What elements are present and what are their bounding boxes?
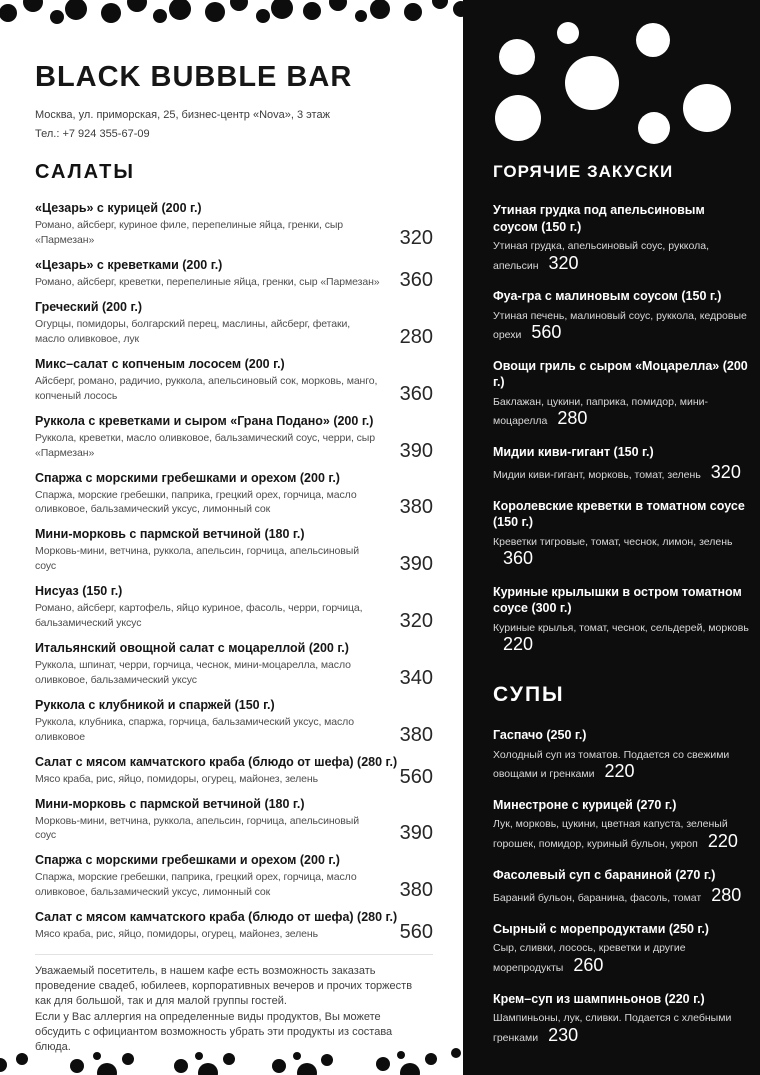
menu-item-name: Мини-морковь с пармской ветчиной (180 г.) xyxy=(35,796,305,811)
menu-item-name: Сырный с морепродуктами (250 г.) xyxy=(493,921,709,936)
salads-list xyxy=(35,200,433,942)
menu-item-description: Мясо краба, рис, яйцо, помидоры, огурец, майонез, зелень xyxy=(35,928,318,941)
soups-list xyxy=(493,727,750,1046)
menu-item-price: 360 xyxy=(399,382,433,405)
menu-item xyxy=(35,909,433,942)
menu-item xyxy=(35,413,433,461)
menu-item-name: Крем–суп из шампиньонов (220 г.) xyxy=(493,991,705,1006)
menu-item-price: 340 xyxy=(399,666,433,689)
menu-item-price: 220 xyxy=(604,761,635,782)
menu-item-ingredients: Баклажан, цукини, паприка, помидор, мини-моцарелла xyxy=(493,395,709,428)
menu-item-description xyxy=(493,395,750,431)
menu-item xyxy=(493,358,750,430)
menu-item-price: 260 xyxy=(573,954,604,975)
menu-item-price: 320 xyxy=(399,227,433,250)
bottom-dots-pattern xyxy=(0,1045,463,1075)
menu-item-description: Романо, айсберг, креветки, перепелиные яйца, гренки, сыр «Пармезан» xyxy=(35,276,380,289)
menu-item-name: Фасолевый суп с бараниной (270 г.) xyxy=(493,867,716,882)
right-column xyxy=(463,0,760,1075)
menu-item xyxy=(493,921,750,977)
menu-item xyxy=(35,640,433,688)
menu-item xyxy=(35,796,433,844)
menu-item xyxy=(493,444,750,484)
menu-item xyxy=(35,526,433,574)
menu-item xyxy=(35,697,433,745)
menu-item-price: 560 xyxy=(399,921,433,944)
menu-item-price: 390 xyxy=(399,553,433,576)
menu-item-ingredients: Холодный суп из томатов. Подается со свежими овощами и гренками xyxy=(493,748,730,781)
menu-item-price: 360 xyxy=(503,548,534,569)
menu-item-description xyxy=(493,239,750,275)
menu-item-ingredients: Куриные крылья, томат, чеснок, сельдерей, морковь xyxy=(493,621,749,634)
menu-item xyxy=(493,584,750,656)
menu-item-description: Морковь-мини, ветчина, руккола, апельсин, горчица, апельсиновый соус xyxy=(35,545,359,573)
menu-item-description xyxy=(493,464,750,484)
menu-item-description: Морковь-мини, ветчина, руккола, апельсин, горчица, апельсиновый соус xyxy=(35,814,359,842)
menu-item xyxy=(35,299,433,347)
menu-item-description: Спаржа, морские гребешки, паприка, грецкий орех, горчица, масло оливковое, бальзамический уксус, лимонный сок xyxy=(35,871,357,899)
footer-note xyxy=(35,954,433,1055)
phone-line: Тел.: +7 924 355-67-09 xyxy=(35,128,150,141)
menu-item-name: Фуа-гра с малиновым соусом (150 г.) xyxy=(493,289,722,304)
menu-item-price: 380 xyxy=(399,496,433,519)
bubbles-pattern xyxy=(493,0,750,160)
menu-item-description: Романо, айсберг, картофель, яйцо куриное, фасоль, черри, горчица, бальзамический уксус xyxy=(35,602,363,630)
menu-item xyxy=(35,356,433,404)
menu-item-name: Салат с мясом камчатского краба (блюдо от шефа) (280 г.) xyxy=(35,910,398,925)
menu-item-description: Романо, айсберг, куриное филе, перепелиные яйца, гренки, сыр «Пармезан» xyxy=(35,219,344,247)
menu-item-price: 390 xyxy=(399,822,433,845)
menu-item-description: Мясо краба, рис, яйцо, помидоры, огурец, майонез, зелень xyxy=(35,772,318,785)
menu-item-description: Руккола, креветки, масло оливковое, бальзамический соус, черри, сыр «Пармезан» xyxy=(35,431,375,459)
menu-item-name: Спаржа с морскими гребешками и орехом (200 г.) xyxy=(35,470,340,485)
menu-item-name: Мини-морковь с пармской ветчиной (180 г.) xyxy=(35,527,305,542)
footer-note-line2: Если у Вас аллергия на определенные виды продуктов, Вы можете обсудить с официантом возможность убрать эти продукты из состава блюда. xyxy=(35,1010,393,1053)
menu-item-description: Спаржа, морские гребешки, паприка, грецкий орех, горчица, масло оливковое, бальзамический уксус, лимонный сок xyxy=(35,488,357,516)
menu-item-price: 220 xyxy=(707,831,738,852)
menu-item-name: Нисуаз (150 г.) xyxy=(35,584,123,599)
menu-item-description: Огурцы, помидоры, болгарский перец, маслины, айсберг, фетаки, масло оливковое, лук xyxy=(35,318,351,346)
menu-item-price: 280 xyxy=(399,325,433,348)
menu-item-price: 280 xyxy=(557,408,588,429)
menu-item-name: Гаспачо (250 г.) xyxy=(493,728,587,743)
menu-item-description: Руккола, клубника, спаржа, горчица, бальзамический уксус, масло оливковое xyxy=(35,715,355,743)
menu-item-price: 360 xyxy=(399,269,433,292)
menu-item-description xyxy=(493,621,750,657)
menu-item-ingredients: Бараний бульон, баранина, фасоль, томат xyxy=(493,892,702,905)
menu-item-description: Руккола, шпинат, черри, горчица, чеснок, мини-моцарелла, масло оливковое, бальзамический уксус xyxy=(35,658,351,686)
menu-item-price: 320 xyxy=(710,462,741,483)
menu-item-ingredients: Мидии киви-гигант, морковь, томат, зелень xyxy=(493,469,701,482)
menu-item-description xyxy=(493,748,750,784)
menu-item-price: 230 xyxy=(548,1024,579,1045)
menu-item-name: Минестроне с курицей (270 г.) xyxy=(493,798,677,813)
section-title-soups: СУПЫ xyxy=(493,683,565,707)
menu-item-price: 560 xyxy=(399,765,433,788)
menu-item xyxy=(493,288,750,344)
menu-item-name: Мидии киви-гигант (150 г.) xyxy=(493,445,654,460)
menu-item-name: Королевские креветки в томатном соусе (150 г.) xyxy=(493,499,745,530)
menu-item-price: 380 xyxy=(399,879,433,902)
menu-item xyxy=(493,727,750,783)
menu-item-name: Микс–салат с копченым лососем (200 г.) xyxy=(35,356,285,371)
menu-item-name: Овощи гриль с сыром «Моцарелла» (200 г.) xyxy=(493,359,748,390)
menu-item-description xyxy=(493,535,750,571)
menu-item-ingredients: Сыр, сливки, лосось, креветки и другие морепродукты xyxy=(493,942,686,974)
menu-item xyxy=(35,257,433,290)
menu-item-ingredients: Утиная печень, малиновый соус, руккола, кедровые орехи xyxy=(493,309,747,342)
menu-item-description xyxy=(493,817,750,853)
menu-item xyxy=(35,470,433,518)
page-title: BLACK BUBBLE BAR xyxy=(35,61,353,93)
menu-item-name: Руккола с клубникой и спаржей (150 г.) xyxy=(35,697,275,712)
menu-item-name: Утиная грудка под апельсиновым соусом (150 г.) xyxy=(493,203,705,234)
menu-item-price: 390 xyxy=(399,439,433,462)
menu-item xyxy=(493,202,750,274)
menu-item-name: Салат с мясом камчатского краба (блюдо от шефа) (280 г.) xyxy=(35,754,398,769)
menu-item-description xyxy=(493,1011,750,1047)
menu-item-price: 380 xyxy=(399,723,433,746)
menu-item-description xyxy=(493,941,750,977)
menu-item-price: 280 xyxy=(711,885,742,906)
footer-note-line1: Уважаемый посетитель, в нашем кафе есть возможность заказать проведение свадеб, юбилеев, корпоративных вечеров и прочих торжеств как для большой, так и для малой группы гостей. xyxy=(35,965,413,1008)
menu-item-ingredients: Лук, морковь, цукини, цветная капуста, зеленый горошек, помидор, куриный бульон, укроп xyxy=(493,818,728,851)
hot-appetizers-list xyxy=(493,202,750,656)
menu-item-ingredients: Шампиньоны, лук, сливки. Подается с хлебными гренками xyxy=(493,1011,732,1044)
menu-item-name: «Цезарь» с курицей (200 г.) xyxy=(35,201,202,216)
menu-item-price: 220 xyxy=(503,634,534,655)
menu-item-name: Спаржа с морскими гребешками и орехом (200 г.) xyxy=(35,853,340,868)
menu-item xyxy=(35,852,433,900)
menu-item-name: Греческий (200 г.) xyxy=(35,300,143,315)
menu-item xyxy=(35,583,433,631)
menu-item-name: Руккола с креветками и сыром «Грана Подано» (200 г.) xyxy=(35,413,374,428)
section-title-hot-appetizers: ГОРЯЧИЕ ЗАКУСКИ xyxy=(493,162,674,181)
menu-item-description: Айсберг, романо, радичио, руккола, апельсиновый сок, морковь, манго, копченый лосось xyxy=(35,374,378,402)
menu-item-description xyxy=(493,887,750,907)
menu-item xyxy=(493,498,750,570)
menu-item-name: Куриные крылышки в остром томатном соусе (300 г.) xyxy=(493,585,742,616)
menu-item xyxy=(35,754,433,787)
menu-item-price: 320 xyxy=(548,252,579,273)
menu-item xyxy=(493,991,750,1047)
menu-item-price: 560 xyxy=(531,322,562,343)
address-line: Москва, ул. приморская, 25, бизнес-центр «Nova», 3 этаж xyxy=(35,108,330,121)
menu-item xyxy=(493,867,750,907)
menu-item-name: «Цезарь» с креветками (200 г.) xyxy=(35,258,223,273)
menu-item-ingredients: Утиная грудка, апельсиновый соус, руккола, апельсин xyxy=(493,239,710,272)
menu-item-description xyxy=(493,309,750,345)
menu-item-price: 320 xyxy=(399,609,433,632)
section-title-salads: САЛАТЫ xyxy=(35,161,135,184)
menu-item-name: Итальянский овощной салат с моцареллой (200 г.) xyxy=(35,640,349,655)
menu-item xyxy=(35,200,433,248)
menu-item-ingredients: Креветки тигровые, томат, чеснок, лимон, зелень xyxy=(493,535,733,548)
menu-item xyxy=(493,797,750,853)
